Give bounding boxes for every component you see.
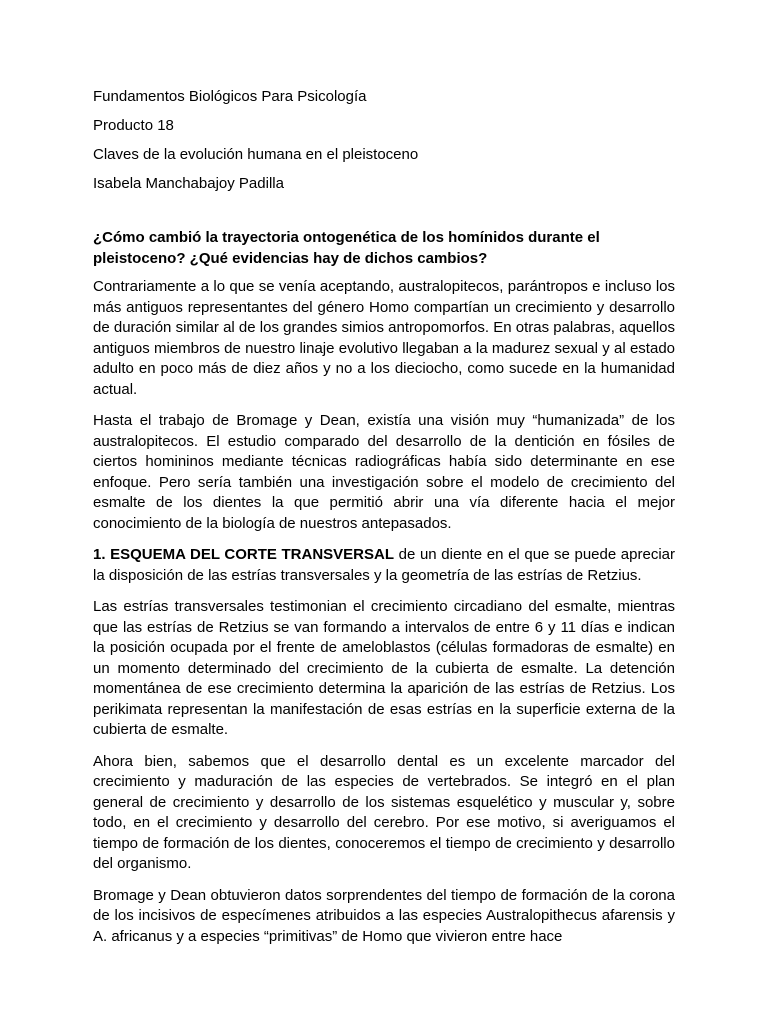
paragraph-3-text: de un diente en el que se puede apreciar la disposición de las estrías transversales y la geometría de las estrías de Retzius. — [93, 546, 675, 584]
course-title: Fundamentos Biológicos Para Psicología — [93, 88, 367, 105]
author-name: Isabela Manchabajoy Padilla — [93, 175, 284, 192]
paragraph-1: Contrariamente a lo que se venía aceptando, australopitecos, parántropos e incluso los más antiguos representantes del género Homo compartían un crecimiento y desarrollo de duración similar al de los grandes simios antropomorfos. En otras palabras, aquellos antiguos miembros de nuestro linaje evolutivo llegaban a la madurez sexual y al estado adulto en poco más de diez años y no a los dieciocho, como sucede en la humanidad actual. — [93, 278, 675, 398]
paragraph-6: Bromage y Dean obtuvieron datos sorprendentes del tiempo de formación de la corona de los incisivos de especímenes atribuidos a las especies Australopithecus afarensis y A. africanus y a especies “primitivas” de Homo que vivieron entre hace — [93, 886, 675, 945]
paragraph-2: Hasta el trabajo de Bromage y Dean, existía una visión muy “humanizada” de los australopitecos. El estudio comparado del desarrollo de la dentición en fósiles de ciertos homininos mediante técnicas radiográficas había sido determinante en ese enfoque. Pero sería también una investigación sobre el modelo de crecimiento del esmalte de los dientes la que permitió abrir una vía diferente hacia el mejor conocimiento de la biología de nuestros antepasados. — [93, 412, 675, 532]
product-number: Producto 18 — [93, 117, 174, 134]
paragraph-3 — [93, 545, 675, 586]
question-heading: ¿Cómo cambió la trayectoria ontogenética de los homínidos durante el pleistoceno? ¿Qué evidencias hay de dichos cambios? — [93, 229, 600, 267]
paragraph-4: Las estrías transversales testimonian el crecimiento circadiano del esmalte, mientras que las estrías de Retzius se van formando a intervalos de entre 6 y 11 días e indican la posición ocupada por el frente de ameloblastos (células formadoras de esmalte) en un momento determinado del crecimiento de la cubierta de esmalte. La detención momentánea de ese crecimiento determina la aparición de las estrías de Retzius. Los perikimata representan la manifestación de esas estrías en la superficie externa de la cubierta de esmalte. — [93, 598, 675, 738]
topic-title: Claves de la evolución humana en el pleistoceno — [93, 146, 419, 163]
paragraph-5: Ahora bien, sabemos que el desarrollo dental es un excelente marcador del crecimiento y maduración de las especies de vertebrados. Se integró en el plan general de crecimiento y desarrollo de los sistemas esquelético y muscular y, sobre todo, en el crecimiento y desarrollo del cerebro. Por ese motivo, si averiguamos el tiempo de formación de los dientes, conoceremos el tiempo de crecimiento y desarrollo del organismo. — [93, 752, 675, 872]
document-page — [93, 87, 675, 958]
section-heading-esquema: 1. ESQUEMA DEL CORTE TRANSVERSAL — [93, 546, 395, 563]
